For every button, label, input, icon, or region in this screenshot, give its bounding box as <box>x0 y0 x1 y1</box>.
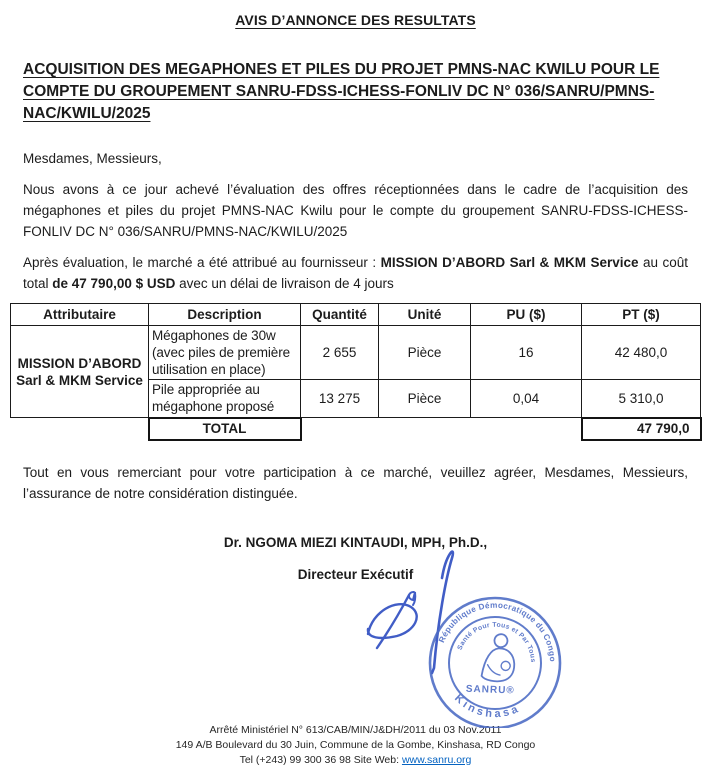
footer-line-decree: Arrêté Ministériel N° 613/CAB/MIN/J&DH/2011 du 03 Nov.2011 <box>209 723 502 736</box>
cell-attributaire: MISSION D’ABORD Sarl & MKM Service <box>11 326 149 418</box>
col-header-unite: Unité <box>379 304 471 326</box>
document-heading: ACQUISITION DES MEGAPHONES ET PILES DU PROJET PMNS-NAC KWILU POUR LE COMPTE DU GROUPEMENT SANRU-FDSS-ICHESS-FONLIV DC N° 036/SANRU/PMNS-NAC/KWILU/2025 <box>23 61 660 122</box>
award-text-suffix: avec un délai de livraison de 4 jours <box>175 276 394 291</box>
footer-phone-text: Tel (+243) 99 300 36 98 Site Web: <box>239 753 402 765</box>
paragraph-evaluation: Nous avons à ce jour achevé l’évaluation des offres réceptionnées dans le cadre de l’acquisition des mégaphones et piles du projet PMNS-NAC Kwilu pour le compte du groupement SANRU-FDSS-ICHESS-FONLIV DC N° 036/SANRU/PMNS-NAC/KWILU/2025 <box>23 182 688 239</box>
signature-and-stamp <box>330 538 580 728</box>
col-header-attributaire: Attributaire <box>11 304 149 326</box>
signature-area <box>23 535 688 721</box>
col-header-quantite: Quantité <box>301 304 379 326</box>
col-header-description: Description <box>149 304 301 326</box>
award-text-prefix: Après évaluation, le marché a été attribué au fournisseur : <box>23 255 381 270</box>
footer-line-address: 149 A/B Boulevard du 30 Juin, Commune de la Gombe, Kinshasa, RD Congo <box>175 738 536 751</box>
cell-quantite-1: 2 655 <box>301 326 379 380</box>
award-amount: de 47 790,00 $ USD <box>52 276 176 291</box>
stamp-inner-arc-text: Santé Pour Tous et Par Tous <box>456 621 537 663</box>
table-row <box>11 326 701 380</box>
paragraph-award <box>23 252 688 294</box>
salutation: Mesdames, Messieurs, <box>23 151 162 166</box>
cell-description-1: Mégaphones de 30w (avec piles de première utilisation en place) <box>149 326 301 380</box>
cell-empty <box>471 418 582 440</box>
col-header-pt: PT ($) <box>582 304 701 326</box>
table-header-row <box>11 304 701 326</box>
paragraph-closing: Tout en vous remerciant pour votre participation à ce marché, veuillez agréer, Mesdames, Messieurs, l’assurance de notre considération distinguée. <box>23 464 688 501</box>
cell-pt-1: 42 480,0 <box>582 326 701 380</box>
stamp-outer-arc-text: République Démocratique du Congo <box>437 600 558 662</box>
stamp-org-text: SANRU® <box>465 683 515 696</box>
stamp-city-text: Kinshasa <box>452 691 523 720</box>
cell-total-label: TOTAL <box>149 418 301 440</box>
award-supplier: MISSION D’ABORD Sarl & MKM Service <box>380 255 639 270</box>
cell-empty <box>301 418 379 440</box>
col-header-pu: PU ($) <box>471 304 582 326</box>
cell-description-2: Pile appropriée au mégaphone proposé <box>149 380 301 418</box>
cell-unite-1: Pièce <box>379 326 471 380</box>
results-table <box>10 303 702 441</box>
footer <box>23 723 688 765</box>
cell-total-value: 47 790,0 <box>582 418 701 440</box>
signatory-name: Dr. NGOMA MIEZI KINTAUDI, MPH, Ph.D., <box>223 534 488 550</box>
mother-child-figure-icon <box>481 632 519 684</box>
footer-line-contact <box>23 753 688 765</box>
handwritten-signature-icon <box>368 551 453 672</box>
svg-text:Santé Pour Tous et Par Tous <box>456 615 542 664</box>
document-title: AVIS D’ANNONCE DES RESULTATS <box>235 12 476 28</box>
cell-pu-2: 0,04 <box>471 380 582 418</box>
cell-pt-2: 5 310,0 <box>582 380 701 418</box>
cell-quantite-2: 13 275 <box>301 380 379 418</box>
table-total-row <box>11 418 701 440</box>
award-text-mid: au coût total <box>23 255 688 291</box>
cell-empty <box>11 418 149 440</box>
website-link[interactable]: www.sanru.org <box>401 753 472 765</box>
cell-empty <box>379 418 471 440</box>
cell-pu-1: 16 <box>471 326 582 380</box>
signatory-title: Directeur Exécutif <box>297 566 414 582</box>
cell-unite-2: Pièce <box>379 380 471 418</box>
